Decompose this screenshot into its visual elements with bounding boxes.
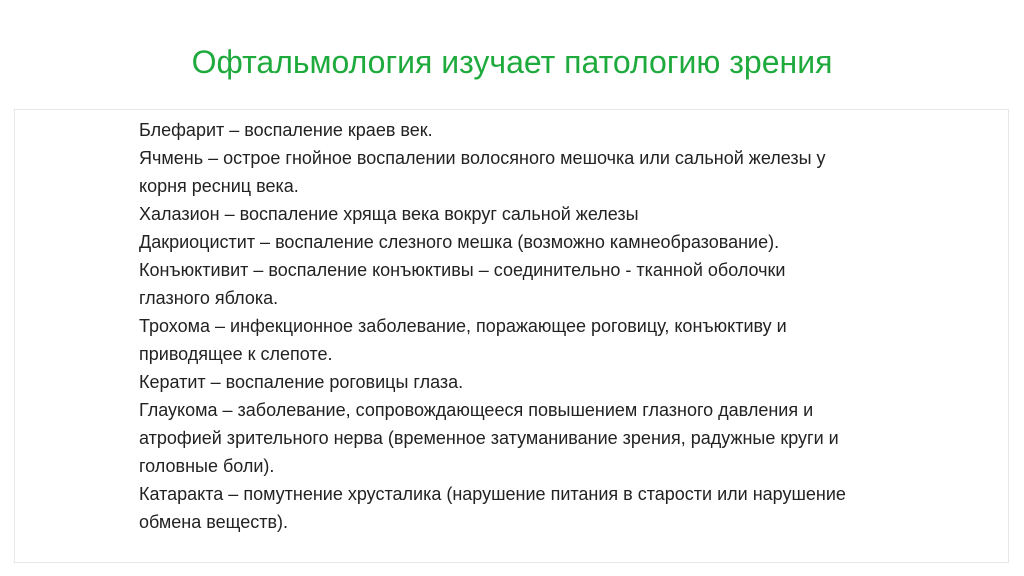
text-line: приводящее к слепоте. (139, 344, 333, 364)
text-line: Блефарит – воспаление краев век. (139, 120, 433, 140)
text-line: обмена веществ). (139, 512, 289, 532)
text-line: Трохома – инфекционное заболевание, поражающее роговицу, конъюктиву и (139, 316, 787, 336)
content-text (139, 116, 989, 536)
text-line: Конъюктивит – воспаление конъюктивы – соединительно - тканной оболочки (139, 260, 786, 280)
text-line: Ячмень – острое гнойное воспалении волосяного мешочка или сальной железы у (139, 148, 826, 168)
text-line: Кератит – воспаление роговицы глаза. (139, 372, 464, 392)
text-line: глазного яблока. (139, 288, 279, 308)
text-line: Катаракта – помутнение хрусталика (нарушение питания в старости или нарушение (139, 484, 846, 504)
text-line: Дакриоцистит – воспаление слезного мешка (возможно камнеобразование). (139, 232, 780, 252)
text-line: атрофией зрительного нерва (временное затуманивание зрения, радужные круги и (139, 428, 839, 448)
slide-title: Офтальмология изучает патологию зрения (191, 44, 833, 80)
text-line: головные боли). (139, 456, 275, 476)
text-line: Глаукома – заболевание, сопровождающееся повышением глазного давления и (139, 400, 814, 420)
text-line: корня ресниц века. (139, 176, 299, 196)
text-line: Халазион – воспаление хряща века вокруг сальной железы (139, 204, 639, 224)
